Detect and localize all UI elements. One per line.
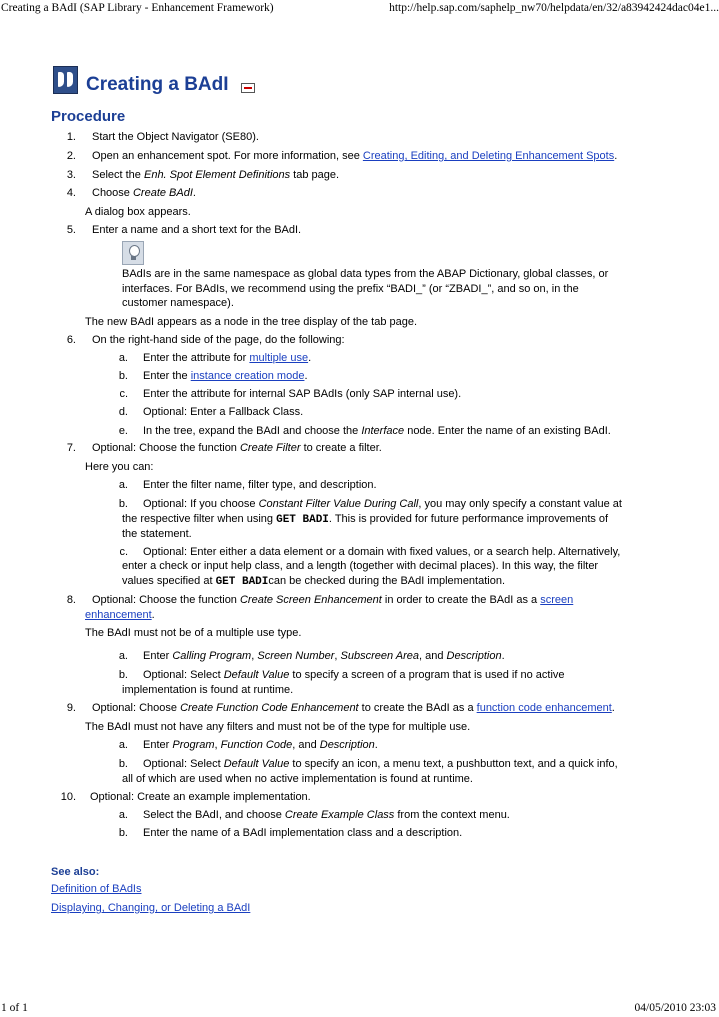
step-text: Optional: Choose the function Create Filter to create a filter.: [92, 442, 382, 454]
step-9b-line-2: all of which are used when no active implementation is found at runtime.: [122, 773, 473, 785]
step-8b-line-2: implementation is found at runtime.: [122, 684, 294, 696]
sap-document-icon: [53, 66, 78, 94]
step-8-line-2: enhancement.: [85, 609, 155, 621]
step-number: 10.: [60, 791, 76, 803]
step-text: Start the Object Navigator (SE80).: [92, 131, 259, 143]
link-displaying-changing-deleting-badi[interactable]: Displaying, Changing, or Deleting a BAdI: [51, 902, 251, 914]
print-timestamp: 04/05/2010 23:03: [634, 1002, 716, 1014]
step-text: Choose Create BAdI.: [92, 187, 196, 199]
step-number: 1.: [66, 131, 76, 143]
link-function-code-enhancement[interactable]: function code enhancement: [476, 702, 612, 714]
procedure-heading: Procedure: [51, 108, 126, 125]
step-7-note: Here you can:: [85, 461, 154, 473]
link-creating-editing-deleting-spots[interactable]: Creating, Editing, and Deleting Enhancement Spots: [362, 150, 615, 162]
page-title: Creating a BAdI: [86, 74, 229, 95]
link-screen-enhancement-cont[interactable]: enhancement: [85, 609, 152, 621]
step-number: 8.: [66, 594, 76, 606]
link-screen-enhancement[interactable]: screen: [540, 594, 574, 606]
print-header-url: http://help.sap.com/saphelp_nw70/helpdata/en/32/a83942424dac04e1...: [389, 2, 719, 14]
step-text: On the right-hand side of the page, do the following:: [92, 334, 345, 346]
step-number: 9.: [66, 702, 76, 714]
step-8-note: The BAdI must not be of a multiple use type.: [85, 627, 302, 639]
step-7b-line-2: the respective filter when using GET BADI. This is provided for future performance improvements of: [122, 513, 609, 526]
tip-line-2: interfaces. For BAdIs, we recommend using the prefix “BADI_” (or “ZBADI_”, and so on, in the: [122, 283, 579, 295]
lightbulb-tip-icon: [122, 241, 144, 265]
link-multiple-use[interactable]: multiple use: [249, 352, 309, 364]
step-text: Optional: Choose Create Function Code Enhancement to create the BAdI as a function code enhancement.: [92, 702, 615, 714]
step-number: 7.: [66, 442, 76, 454]
step-text: Optional: Create an example implementation.: [90, 791, 311, 803]
step-number: 6.: [66, 334, 76, 346]
step-9-note: The BAdI must not have any filters and must not be of the type for multiple use.: [85, 721, 471, 733]
link-instance-creation-mode[interactable]: instance creation mode: [190, 370, 305, 382]
step-text: Optional: Choose the function Create Screen Enhancement in order to create the BAdI as a screen: [92, 594, 574, 606]
step-7b-line-3: the statement.: [122, 528, 192, 540]
language-flag-icon[interactable]: [241, 83, 255, 93]
page-count: 1 of 1: [1, 1002, 28, 1014]
tip-line-3: customer namespace).: [122, 297, 234, 309]
step-text: Select the Enh. Spot Element Definitions tab page.: [92, 169, 340, 181]
step-4-note: A dialog box appears.: [85, 206, 191, 218]
see-also-heading: See also:: [51, 866, 100, 878]
tip-line-1: BAdIs are in the same namespace as global data types from the ABAP Dictionary, global classes, or: [122, 268, 609, 280]
step-text: Enter a name and a short text for the BAdI.: [92, 224, 302, 236]
step-number: 2.: [66, 150, 76, 162]
step-5-note: The new BAdI appears as a node in the tree display of the tab page.: [85, 316, 418, 328]
see-also-link-2: [51, 901, 250, 915]
see-also-link-1: [51, 882, 142, 896]
print-header-title: Creating a BAdI (SAP Library - Enhancement Framework): [1, 2, 274, 14]
step-number: 5.: [66, 224, 76, 236]
step-number: 4.: [66, 187, 76, 199]
link-definition-of-badis[interactable]: Definition of BAdIs: [51, 883, 142, 895]
step-text: Open an enhancement spot. For more information, see Creating, Editing, and Deleting Enhancement Spots.: [92, 150, 618, 162]
step-7c-line-3: values specified at GET BADIcan be checked during the BAdI implementation.: [122, 575, 506, 588]
step-7c-line-2: enter a check or input help class, and a length (together with decimal places). In this way, the filter: [122, 560, 599, 572]
step-number: 3.: [66, 169, 76, 181]
browser-print-header: [0, 0, 719, 16]
